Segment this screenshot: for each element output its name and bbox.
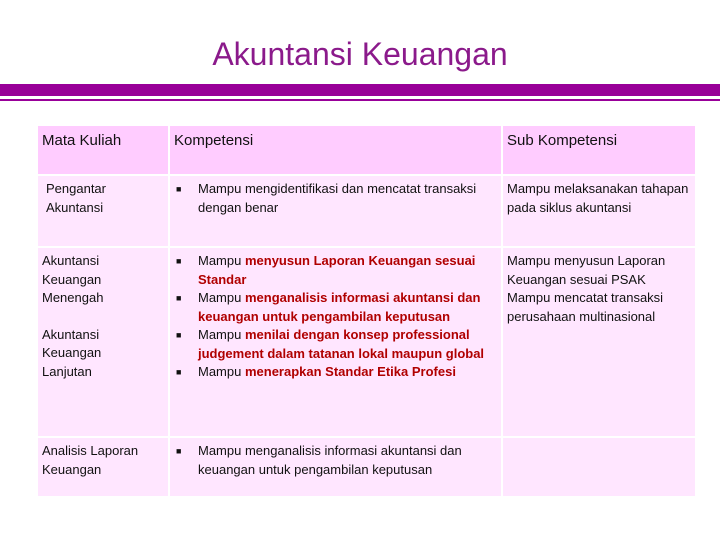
course-cell [38, 248, 168, 436]
header-sub-kompetensi: Sub Kompetensi [503, 126, 695, 174]
competency-text: Mampu [198, 327, 245, 342]
square-bullet-icon: ■ [176, 256, 182, 266]
header-kompetensi: Kompetensi [170, 126, 501, 174]
competency-item [174, 326, 497, 363]
competency-text: Mampu [198, 364, 245, 379]
course-name: Analisis Laporan Keuangan [42, 443, 139, 477]
table-row [38, 176, 695, 246]
competency-table [36, 124, 697, 498]
competency-cell [170, 176, 501, 246]
course-cell [38, 176, 168, 246]
square-bullet-icon: ■ [176, 330, 182, 340]
slide-title: Akuntansi Keuangan [212, 36, 508, 72]
course-name: Akuntansi Keuangan Lanjutan [42, 326, 102, 379]
table-row [38, 438, 695, 496]
sub-competency-cell: Mampu menyusun Laporan Keuangan sesuai PSAK Mampu mencatat transaksi perusahaan multinasional [503, 248, 695, 436]
table-row [38, 248, 695, 436]
square-bullet-icon: ■ [176, 293, 182, 303]
competency-list [174, 180, 497, 217]
sub-competency-cell [503, 438, 695, 496]
competency-item [174, 289, 497, 326]
competency-text: Mampu mengidentifikasi dan mencatat transaksi dengan benar [198, 181, 477, 215]
header-mata-kuliah: Mata Kuliah [38, 126, 168, 174]
competency-highlight: menganalisis informasi akuntansi dan keuangan untuk pengambilan keputusan [198, 290, 481, 324]
competency-text: Mampu menganalisis informasi akuntansi dan keuangan untuk pengambilan keputusan [198, 443, 462, 477]
competency-highlight: menilai dengan konsep professional judgement dalam tatanan lokal maupun global [198, 327, 485, 361]
competency-cell [170, 438, 501, 496]
course-cell [38, 438, 168, 496]
table-header-row [38, 126, 695, 174]
course-name: Akuntansi Keuangan Menengah [42, 253, 104, 305]
course-name: Pengantar Akuntansi [46, 181, 106, 215]
competency-highlight: menerapkan Standar Etika Profesi [244, 364, 456, 379]
competency-text: Mampu [198, 290, 245, 305]
competency-item [174, 252, 497, 289]
competency-cell [170, 248, 501, 436]
competency-item [174, 363, 497, 382]
competency-item [174, 442, 497, 479]
square-bullet-icon: ■ [176, 184, 182, 194]
competency-highlight: menyusun Laporan Keuangan sesuai Standar [198, 253, 476, 287]
competency-text: Mampu [198, 253, 245, 268]
competency-list [174, 442, 497, 479]
square-bullet-icon: ■ [176, 367, 182, 377]
title-rule [0, 99, 720, 101]
sub-competency-cell: Mampu melaksanakan tahapan pada siklus akuntansi [503, 176, 695, 246]
title-bar [0, 84, 720, 96]
competency-item [174, 180, 497, 217]
square-bullet-icon: ■ [176, 446, 182, 456]
competency-list [174, 252, 497, 382]
